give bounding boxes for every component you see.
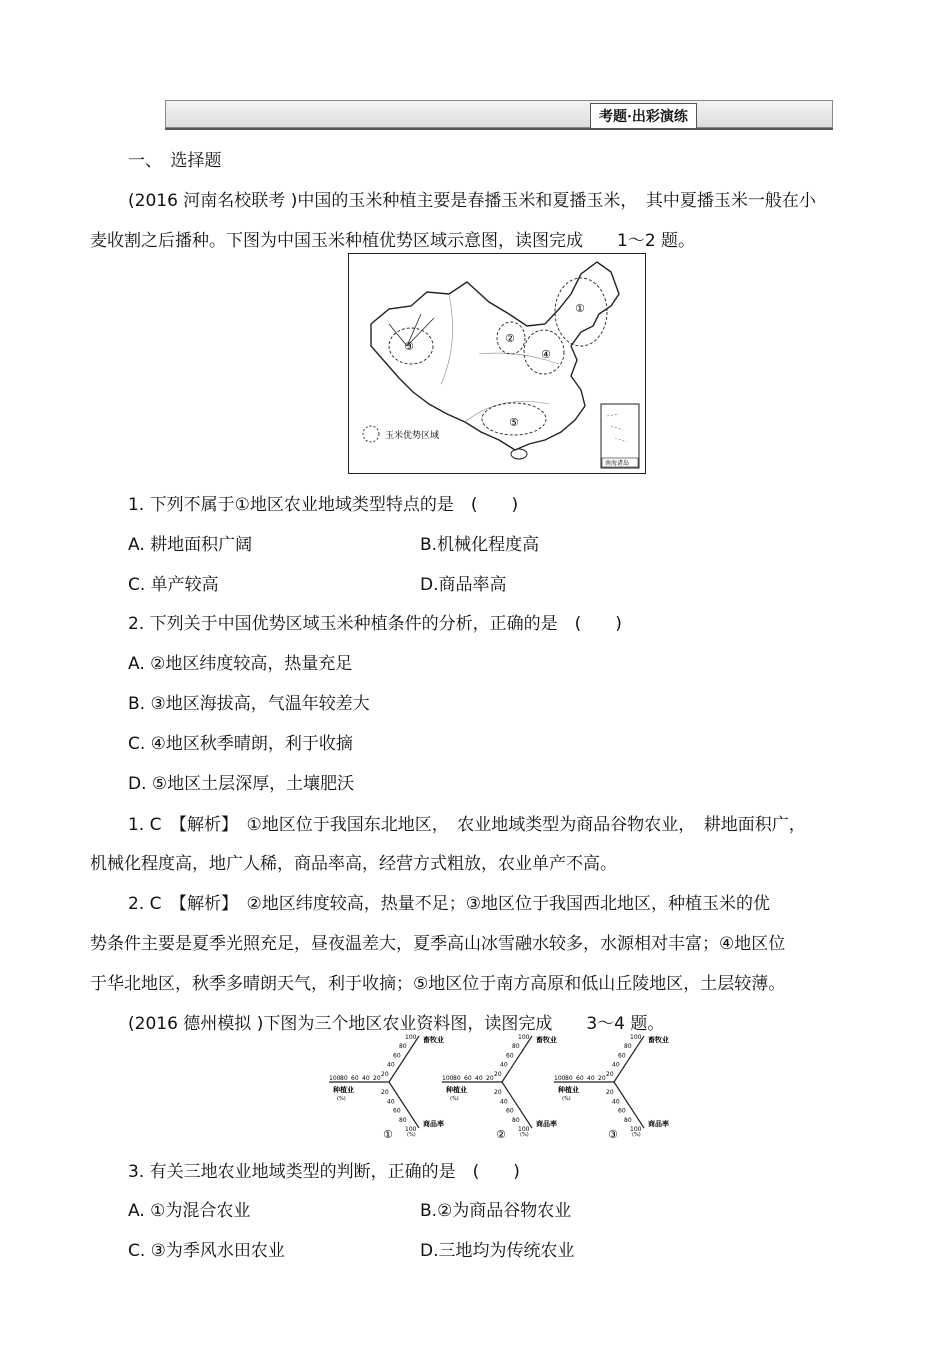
q2-option-b: B. ③地区海拔高，气温年较差大 bbox=[128, 694, 370, 714]
panel-label: ① bbox=[383, 1128, 393, 1141]
q3-option-d: D.三地均为传统农业 bbox=[420, 1241, 575, 1261]
livestock-tick: 100 bbox=[630, 1034, 642, 1041]
livestock-label: 畜牧业 bbox=[423, 1036, 444, 1044]
commodity-tick: 40 bbox=[500, 1098, 508, 1106]
q3-stem: 3. 有关三地农业地域类型的判断，正确的是 ( ) bbox=[128, 1162, 520, 1182]
planting-tick: 40 bbox=[587, 1075, 595, 1082]
charts-drawing bbox=[324, 1034, 670, 1144]
section-title: 一、 选择题 bbox=[128, 151, 222, 171]
commodity-unit: (%) bbox=[632, 1132, 641, 1138]
commodity-tick: 80 bbox=[399, 1116, 407, 1124]
planting-tick: 80 bbox=[340, 1075, 348, 1082]
a2-line3: 于华北地区，秋季多晴朗天气，利于收摘；⑤地区位于南方高原和低山丘陵地区，土层较薄。 bbox=[90, 974, 786, 994]
livestock-tick: 80 bbox=[399, 1043, 407, 1051]
planting-tick: 80 bbox=[453, 1075, 461, 1082]
commodity-tick: 100 bbox=[518, 1126, 530, 1133]
livestock-tick: 100 bbox=[405, 1034, 417, 1041]
livestock-label: 畜牧业 bbox=[648, 1036, 669, 1044]
panel-label: ③ bbox=[608, 1128, 618, 1141]
banner-label: 考题·出彩演练 bbox=[590, 103, 697, 129]
banner-bar bbox=[165, 100, 833, 128]
commodity-unit: (%) bbox=[407, 1132, 416, 1138]
map-legend-label: 玉米优势区域 bbox=[385, 431, 440, 441]
planting-tick: 20 bbox=[373, 1075, 381, 1082]
intro2-line1: (2016 德州模拟 )下图为三个地区农业资料图，读图完成 3～4 题。 bbox=[128, 1014, 665, 1034]
livestock-tick: 20 bbox=[494, 1070, 502, 1078]
commodity-tick: 80 bbox=[512, 1116, 520, 1124]
commodity-tick: 100 bbox=[405, 1126, 417, 1133]
section-banner bbox=[165, 100, 833, 130]
commodity-tick: 20 bbox=[606, 1089, 614, 1097]
planting-tick: 60 bbox=[576, 1075, 584, 1082]
livestock-tick: 60 bbox=[506, 1052, 514, 1060]
planting-tick: 100 bbox=[329, 1075, 341, 1082]
livestock-tick: 60 bbox=[618, 1052, 626, 1060]
planting-label: 种植业 bbox=[446, 1086, 467, 1094]
commodity-tick: 20 bbox=[494, 1089, 502, 1097]
commodity-tick: 20 bbox=[381, 1089, 389, 1097]
livestock-tick: 80 bbox=[512, 1043, 520, 1051]
commodity-tick: 60 bbox=[618, 1107, 626, 1115]
region-1-label: ① bbox=[575, 302, 585, 315]
region-3-label: ③ bbox=[404, 340, 414, 353]
planting-tick: 100 bbox=[554, 1075, 566, 1082]
livestock-tick: 80 bbox=[624, 1043, 632, 1051]
agriculture-charts bbox=[324, 1034, 670, 1144]
livestock-tick: 20 bbox=[606, 1070, 614, 1078]
q1-option-a: A. 耕地面积广阔 bbox=[128, 535, 253, 555]
livestock-tick: 100 bbox=[518, 1034, 530, 1041]
panel-label: ② bbox=[496, 1128, 506, 1141]
planting-unit: (%) bbox=[337, 1096, 346, 1102]
q3-option-a: A. ①为混合农业 bbox=[128, 1201, 251, 1221]
q2-option-a: A. ②地区纬度较高，热量充足 bbox=[128, 654, 353, 674]
commodity-tick: 40 bbox=[387, 1098, 395, 1106]
planting-tick: 20 bbox=[486, 1075, 494, 1082]
a2-line2: 势条件主要是夏季光照充足，昼夜温差大，夏季高山冰雪融水较多，水源相对丰富；④地区位 bbox=[90, 934, 786, 954]
map-drawing bbox=[349, 254, 644, 472]
region-2-label: ② bbox=[505, 332, 515, 345]
banner-underline bbox=[165, 128, 833, 130]
q2-option-d: D. ⑤地区土层深厚，土壤肥沃 bbox=[128, 774, 355, 794]
q3-option-b: B.②为商品谷物农业 bbox=[420, 1201, 572, 1221]
a1-line1: 1. C 【解析】 ①地区位于我国东北地区， 农业地域类型为商品谷物农业， 耕地面积广， bbox=[128, 815, 806, 835]
commodity-tick: 80 bbox=[624, 1116, 632, 1124]
commodity-label: 商品率 bbox=[536, 1120, 557, 1128]
planting-tick: 40 bbox=[475, 1075, 483, 1082]
region-4-label: ④ bbox=[541, 348, 551, 361]
commodity-tick: 100 bbox=[630, 1126, 642, 1133]
commodity-tick: 40 bbox=[612, 1098, 620, 1106]
planting-tick: 80 bbox=[565, 1075, 573, 1082]
q1-option-b: B.机械化程度高 bbox=[420, 535, 540, 555]
intro1-line1: (2016 河南名校联考 )中国的玉米种植主要是春播玉米和夏播玉米， 其中夏播玉米一般在小 bbox=[128, 191, 816, 211]
planting-tick: 60 bbox=[351, 1075, 359, 1082]
q1-stem: 1. 下列不属于①地区农业地域类型特点的是 ( ) bbox=[128, 495, 519, 515]
q2-option-c: C. ④地区秋季晴朗，利于收摘 bbox=[128, 734, 353, 754]
q1-option-c: C. 单产较高 bbox=[128, 575, 219, 595]
planting-tick: 20 bbox=[598, 1075, 606, 1082]
livestock-tick: 40 bbox=[612, 1061, 620, 1069]
planting-unit: (%) bbox=[562, 1096, 571, 1102]
livestock-tick: 20 bbox=[381, 1070, 389, 1078]
q2-stem: 2. 下列关于中国优势区域玉米种植条件的分析，正确的是 ( ) bbox=[128, 614, 622, 634]
commodity-tick: 60 bbox=[506, 1107, 514, 1115]
planting-tick: 40 bbox=[362, 1075, 370, 1082]
livestock-label: 畜牧业 bbox=[536, 1036, 557, 1044]
region-5-label: ⑤ bbox=[509, 416, 519, 429]
planting-tick: 60 bbox=[464, 1075, 472, 1082]
a1-line2: 机械化程度高，地广人稀，商品率高，经营方式粗放，农业单产不高。 bbox=[90, 854, 617, 874]
planting-label: 种植业 bbox=[333, 1086, 354, 1094]
q1-option-d: D.商品率高 bbox=[420, 575, 507, 595]
planting-label: 种植业 bbox=[558, 1086, 579, 1094]
commodity-label: 商品率 bbox=[648, 1120, 669, 1128]
livestock-tick: 40 bbox=[387, 1061, 395, 1069]
intro1-line2: 麦收割之后播种。下图为中国玉米种植优势区域示意图，读图完成 1～2 题。 bbox=[90, 231, 696, 251]
map-inset-label: 南海诸岛 bbox=[605, 460, 630, 467]
a2-line1: 2. C 【解析】 ②地区纬度较高，热量不足；③地区位于我国西北地区，种植玉米的优 bbox=[128, 894, 770, 914]
china-corn-map bbox=[348, 253, 646, 474]
livestock-tick: 60 bbox=[393, 1052, 401, 1060]
commodity-tick: 60 bbox=[393, 1107, 401, 1115]
planting-tick: 100 bbox=[442, 1075, 454, 1082]
planting-unit: (%) bbox=[450, 1096, 459, 1102]
livestock-tick: 40 bbox=[500, 1061, 508, 1069]
commodity-label: 商品率 bbox=[423, 1120, 444, 1128]
commodity-unit: (%) bbox=[520, 1132, 529, 1138]
q3-option-c: C. ③为季风水田农业 bbox=[128, 1241, 285, 1261]
